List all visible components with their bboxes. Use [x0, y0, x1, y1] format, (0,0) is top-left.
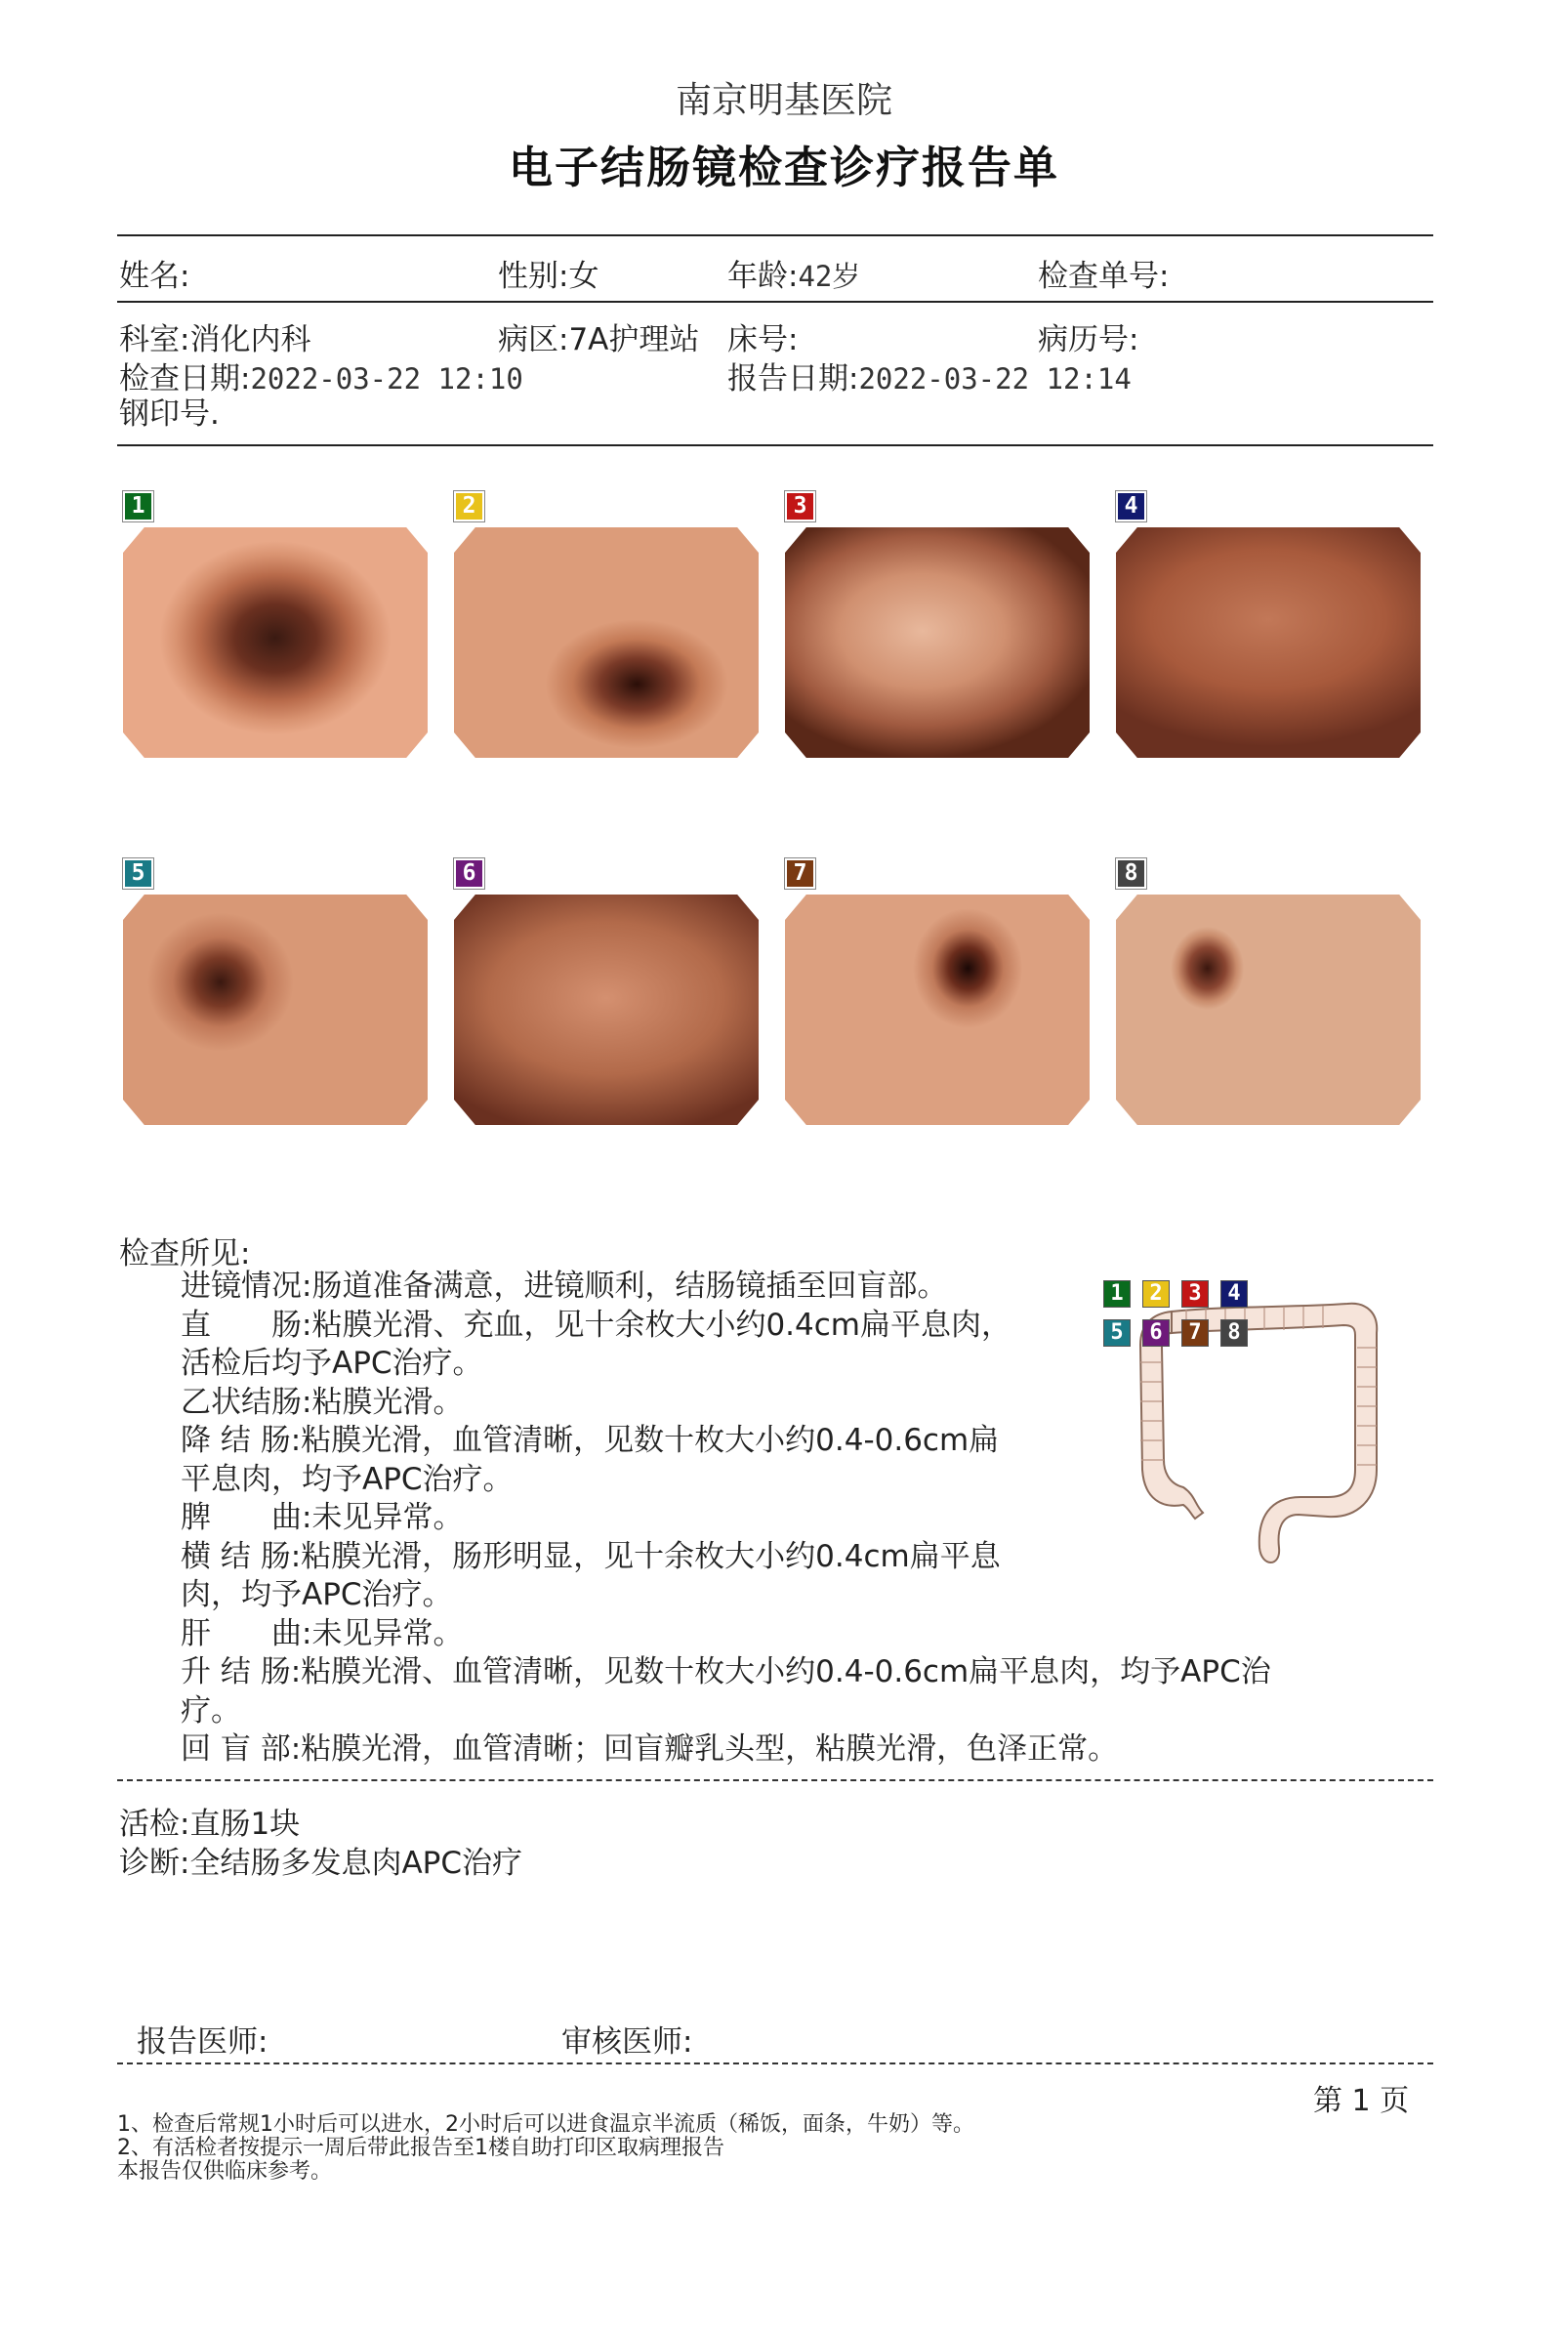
bed-field: 床号: [727, 322, 799, 357]
page-number: 第 1 页 [1313, 2084, 1410, 2118]
endoscopy-image-6 [454, 895, 759, 1125]
finding-line: 脾 曲:未见异常。 [181, 1500, 464, 1535]
seal-number-field: 钢印号. [119, 396, 220, 432]
map-location-badge: 7 [1181, 1319, 1209, 1347]
endoscopy-photo [1116, 527, 1421, 758]
endoscopy-image-5 [123, 895, 428, 1125]
finding-line: 回 盲 部:粘膜光滑，血管清晰；回盲瓣乳头型，粘膜光滑，色泽正常。 [181, 1731, 1119, 1767]
endoscopy-image-8 [1116, 895, 1421, 1125]
image-number-badge: 7 [785, 858, 815, 889]
endoscopy-photo [123, 895, 428, 1125]
finding-line: 乙状结肠:粘膜光滑。 [181, 1384, 464, 1420]
endoscopy-image-7 [785, 895, 1090, 1125]
finding-line: 进镜情况:肠道准备满意，进镜顺利，结肠镜插至回盲部。 [181, 1269, 948, 1304]
map-location-badge: 8 [1220, 1319, 1248, 1347]
endoscopy-image-2 [454, 527, 759, 758]
sex-field: 性别:女 [498, 259, 599, 294]
finding-line: 疗。 [181, 1692, 241, 1729]
endoscopy-photo [785, 895, 1090, 1125]
review-doctor-field: 审核医师: [561, 2024, 693, 2060]
map-location-badge: 4 [1220, 1280, 1248, 1308]
exam-date-field: 检查日期:2022-03-22 12:10 [119, 361, 523, 396]
endoscopy-photo [1116, 895, 1421, 1125]
image-number-badge: 4 [1116, 491, 1146, 521]
map-location-badge: 2 [1142, 1280, 1170, 1308]
finding-line: 活检后均予APC治疗。 [181, 1346, 483, 1381]
image-number-badge: 3 [785, 491, 815, 521]
endoscopy-photo [785, 527, 1090, 758]
endoscopy-photo [454, 527, 759, 758]
map-location-badge: 1 [1103, 1280, 1131, 1308]
diagnosis-text: 诊断:全结肠多发息肉APC治疗 [119, 1846, 522, 1881]
ward-field: 病区:7A护理站 [498, 322, 700, 357]
image-number-badge: 5 [123, 858, 153, 889]
report-title: 电子结肠镜检查诊疗报告单 [508, 142, 1059, 193]
endoscopy-image-3 [785, 527, 1090, 758]
finding-line: 肉，均予APC治疗。 [181, 1577, 453, 1612]
dashed-divider [117, 2062, 1433, 2064]
name-field: 姓名: [119, 259, 190, 294]
finding-line: 升 结 肠:粘膜光滑、血管清晰，见数十枚大小约0.4-0.6cm扁平息肉，均予APC治 [181, 1654, 1271, 1689]
report-date-field: 报告日期:2022-03-22 12:14 [727, 361, 1132, 396]
divider [117, 444, 1433, 446]
footnote-2: 2、有活检者按提示一周后带此报告至1楼自助打印区取病理报告 [117, 2136, 724, 2160]
finding-line: 肝 曲:未见异常。 [181, 1615, 464, 1651]
endoscopy-image-4 [1116, 527, 1421, 758]
record-number-field: 病历号: [1038, 322, 1139, 357]
report-doctor-field: 报告医师: [137, 2024, 268, 2060]
image-number-badge: 6 [454, 858, 484, 889]
divider [117, 234, 1433, 236]
exam-number-field: 检查单号: [1038, 259, 1170, 294]
map-location-badge: 6 [1142, 1319, 1170, 1347]
findings-title: 检查所见: [119, 1236, 251, 1271]
age-field: 年龄:42岁 [727, 259, 861, 294]
image-number-badge: 8 [1116, 858, 1146, 889]
endoscopy-photo [454, 895, 759, 1125]
colon-diagram [1093, 1274, 1406, 1567]
endoscopy-image-1 [123, 527, 428, 758]
colon-location-map [1093, 1274, 1406, 1567]
biopsy-text: 活检:直肠1块 [119, 1807, 301, 1842]
finding-line: 横 结 肠:粘膜光滑，肠形明显，见十余枚大小约0.4cm扁平息 [181, 1538, 1001, 1574]
footnote-1: 1、检查后常规1小时后可以进水，2小时后可以进食温京半流质（稀饭，面条，牛奶）等。 [117, 2112, 974, 2137]
department-field: 科室:消化内科 [119, 322, 311, 357]
finding-line: 降 结 肠:粘膜光滑，血管清晰，见数十枚大小约0.4-0.6cm扁 [181, 1423, 1000, 1458]
map-location-badge: 3 [1181, 1280, 1209, 1308]
hospital-name: 南京明基医院 [676, 79, 892, 121]
endoscopy-photo [123, 527, 428, 758]
finding-line: 直 肠:粘膜光滑、充血，见十余枚大小约0.4cm扁平息肉， [181, 1307, 1011, 1343]
dashed-divider [117, 1779, 1433, 1781]
image-number-badge: 2 [454, 491, 484, 521]
finding-line: 平息肉，均予APC治疗。 [181, 1461, 514, 1497]
footnote-3: 本报告仅供临床参考。 [117, 2159, 333, 2184]
map-location-badge: 5 [1103, 1319, 1131, 1347]
divider [117, 301, 1433, 303]
image-number-badge: 1 [123, 491, 153, 521]
